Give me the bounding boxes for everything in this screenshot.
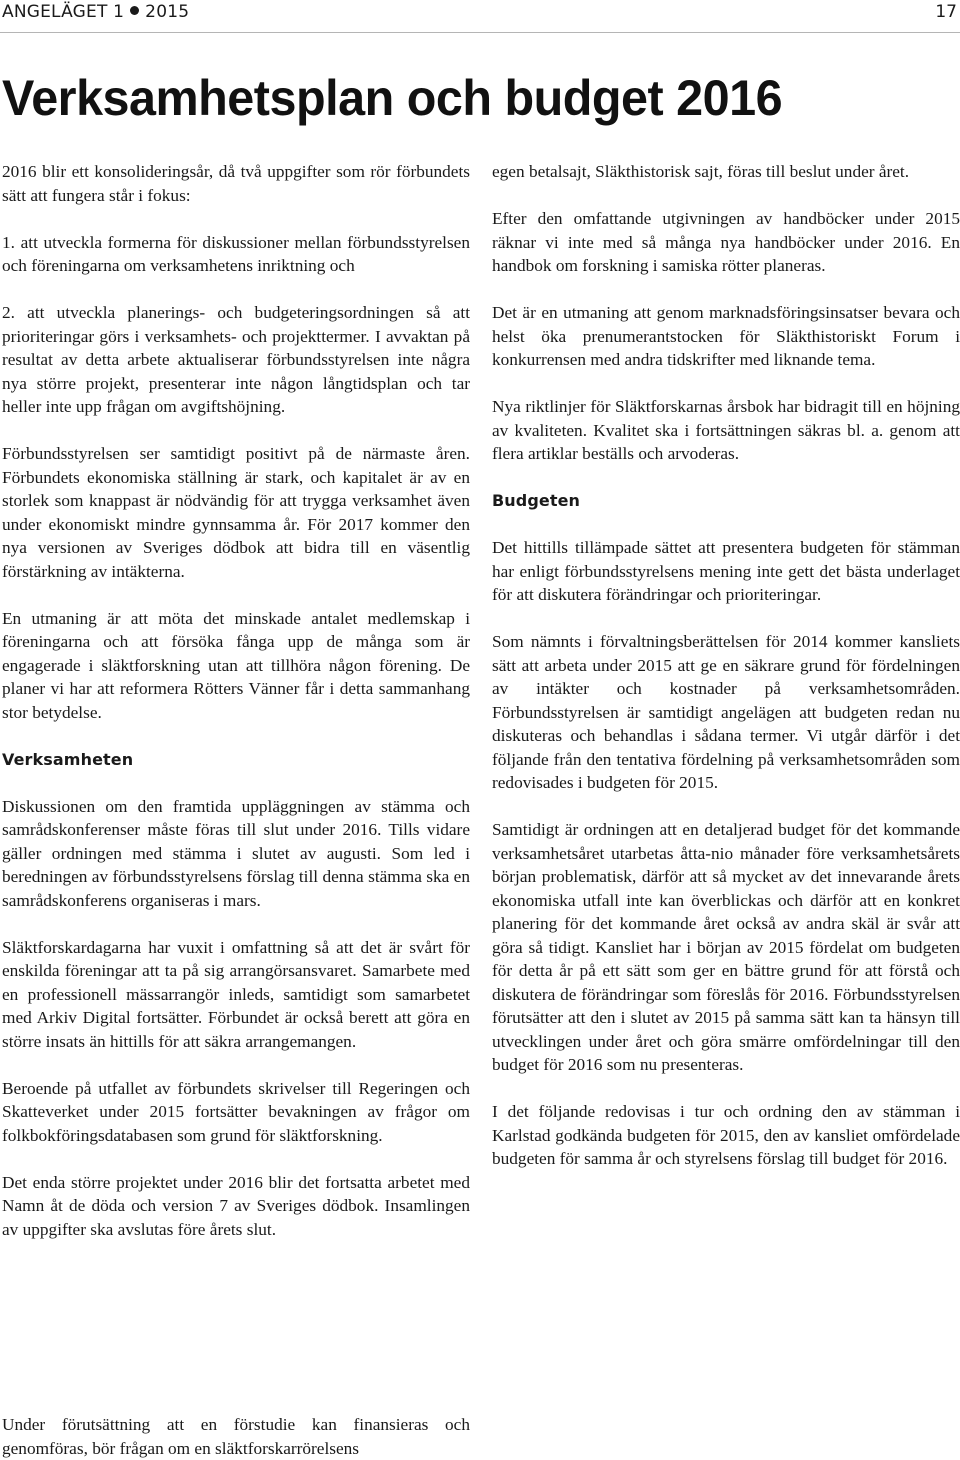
list-item-1: 1. att utveckla formerna för diskussioner mellan förbundsstyrelsen och föreningarna om verksamhetens inriktning och [2,232,470,275]
betalsajt-paragraph: egen betalsajt, Släkthistorisk sajt, föras till beslut under året. [492,162,910,181]
budget-paragraph-3: Samtidigt är ordningen att en detaljerad budget för det kommande verksamhetsåret utarbetas åtta-nio månader före verksamhetsårets början problematisk, därför att så mycket av det innevarande årets ekonomiska utfall inte kan överblickas och därför att en konkret planering för det kommande året också av andra skäl är svår att göra så tidigt. Kansliet har i början av 2015 fördelat om budgeten för detta år på ett sätt som ger en bättre grund för att förstå och diskutera de förändringar som föreslås för 2016. Förbundsstyrelsen förutsätter att den i slutet av 2015 på samma sätt kan ta hänsyn till utvecklingen under året och göra smärre omfördelningar till den budget för 2016 som nu presenteras. [492,820,960,1074]
arsbok-paragraph: Nya riktlinjer för Släktforskarnas årsbok har bidragit till en höjning av kvaliteten. Kvalitet ska i fortsättningen säkras bl. a. genom att flera artiklar beställs och arvoderas. [492,397,960,463]
article-title: Verksamhetsplan och budget 2016 [2,70,783,126]
page-number: 17 [935,2,957,22]
budget-paragraph-1: Det hittills tillämpade sättet att presentera budgeten för stämman har enligt förbundsstyrelsens mening inte gett det bästa underlaget för att diskutera förändringar och prioriteringar. [492,538,960,604]
handbok-paragraph: Efter den omfattande utgivningen av handböcker under 2015 räknar vi inte med så många nya handböcker under 2016. En handbok om forskning i samiska rötter planeras. [492,209,960,275]
bullet-dot-icon [130,6,139,15]
section-heading-verksamheten: Verksamheten [2,749,134,769]
discussion-paragraph: Diskussionen om den framtida uppläggningen av stämma och samrådskonferenser måste föras till slut under 2016. Tills vidare gäller ordningen med stämma i slutet av augusti. Som led i beredningen av förbundsstyrelsens förslag till denna stämma ska en samrådskonferens organiseras i mars. [2,796,470,910]
economy-paragraph: Förbundsstyrelsen ser samtidigt positivt på de närmaste åren. Förbundets ekonomiska ställning är stark, och kapitalet är av en storlek som knappast är nödvändig för att trygga verksamhet även under ekonomiskt mindre gynnsamma år. För 2017 kommer den nya versionen av Sveriges dödbok att bidra till en väsentlig förstärkning av intäkterna. [2,444,470,581]
left-column [2,160,470,1241]
forskardagarna-paragraph: Släktforskardagarna har vuxit i omfattning så att det är svårt för enskilda föreningar att ta på sig arrangörsansvaret. Samarbete med en professionell mässarrangör inleds, samtidigt som samarbetet med Arkiv Digital fortsätter. Förbundet är också berett att göra en större insats än hittills för att säkra arrangemangen. [2,937,470,1051]
budget-paragraph-4: I det följande redovisas i tur och ordning den av stämman i Karlstad godkända budgeten för 2015, den av kansliet omfördelade budgeten för samma år och styrelsens förslag till budget för 2016. [492,1102,960,1168]
intro-paragraph: 2016 blir ett konsolideringsår, då två uppgifter som rör förbundets sätt att fungera står i fokus: [2,162,470,205]
members-paragraph: En utmaning är att möta det minskade antalet medlemskap i föreningarna och att försöka fånga upp de många som är engagerade i släktforskning utan att tillhöra någon förening. De planer vi har att reformera Rötters Vänner får i detta sammanhang stor betydelse. [2,608,470,722]
issue-year: 2015 [145,2,190,22]
marknad-paragraph: Det är en utmaning att genom marknadsföringsinsatser bevara och helst öka prenumerantstocken för Släkthistoriskt Forum i konkurrensen med andra tidskrifter med liknande tema. [492,303,960,369]
section-heading-budgeten: Budgeten [492,491,581,510]
list-item-2: 2. att utveckla planerings- och budgeteringsordningen så att prioriteringar görs i verksamhets- och projekttermer. I avvaktan på resultat av detta arbete aktualiserar förbundsstyrelsen inte några nya större projekt, presenterar inte någon långtidsplan och tar heller inte upp frågan om avgiftshöjning. [2,303,470,416]
budget-paragraph-2: Som nämnts i förvaltningsberättelsen för 2014 kommer kansliets sätt att arbeta under 2015 att ge en säkrare grund för fördelningen av intäkter och kostnader på verksamhetsområden. Förbundsstyrelsen är samtidigt angelägen att budgeten redan nu diskuteras och behandlas i sådana termer. Vi utgår därför i det följande från den tentativa fördelning på verksamhetsområden som redovisades i budgeten för 2015. [492,632,960,792]
right-column [492,160,960,1171]
projekt-paragraph: Det enda större projektet under 2016 blir det fortsatta arbetet med Namn åt de döda och version 7 av Sveriges dödbok. Insamlingen av uppgifter ska avslutas före årets slut. [2,1172,470,1239]
continuation-paragraph: Under förutsättning att en förstudie kan finansieras och genomföras, bör frågan om en släktforskarrörelsens [2,1415,470,1458]
publication-name: ANGELÄGET 1 [2,2,125,22]
running-head [2,2,189,22]
skrivelser-paragraph: Beroende på utfallet av förbundets skrivelser till Regeringen och Skatteverket under 2015 fortsätter bevakningen av frågor om folkbokföringsdatabasen som grund för släktforskning. [2,1078,470,1145]
page-header [0,0,960,33]
